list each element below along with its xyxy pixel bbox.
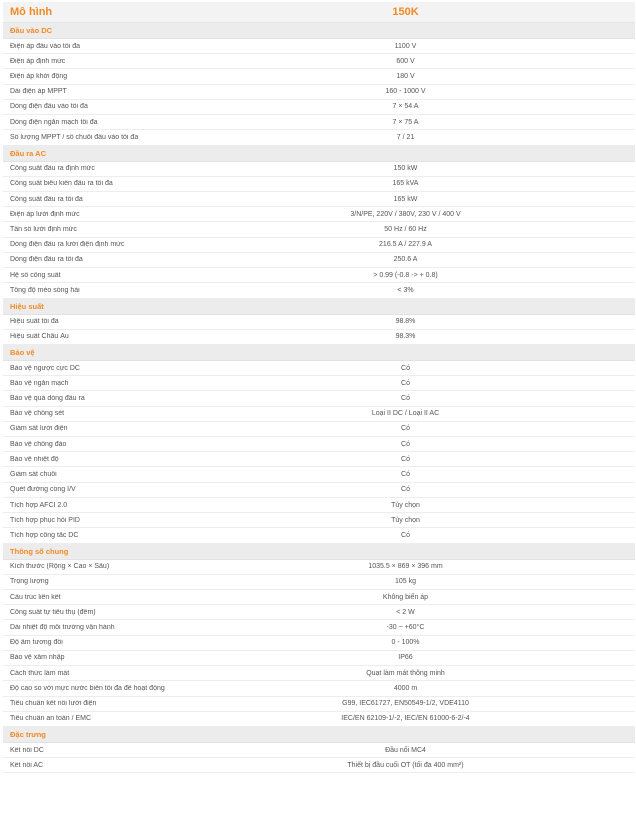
spec-value: Quạt làm mát thông minh [366, 669, 445, 677]
table-row [3, 697, 635, 712]
section-title: Đầu vào DC [3, 23, 635, 39]
spec-label: Hiệu suất Châu Âu [10, 333, 69, 341]
spec-value: Có [401, 440, 410, 448]
table-row [3, 590, 635, 605]
spec-value: Không biến áp [382, 593, 429, 601]
spec-label: Kết nối DC [10, 746, 44, 754]
spec-value: 165 kVA [392, 180, 419, 188]
table-row [3, 636, 635, 651]
spec-label: Điện áp định mức [10, 57, 66, 65]
spec-value: 50 Hz / 60 Hz [384, 226, 427, 234]
table-row [3, 69, 635, 84]
spec-value: Loại II DC / Loại II AC [371, 410, 440, 418]
section-title: Thông số chung [3, 544, 635, 560]
spec-label: Công suất đầu ra định mức [10, 165, 95, 173]
table-row [3, 513, 635, 528]
spec-label: Số lượng MPPT / số chuỗi đầu vào tối đa [10, 133, 139, 141]
table-row [3, 253, 635, 268]
spec-value: Có [401, 471, 410, 479]
spec-value: < 3% [397, 286, 414, 294]
spec-value: 105 kg [394, 578, 417, 586]
spec-value: Tùy chọn [391, 501, 420, 509]
spec-value: 98.3% [395, 333, 416, 341]
table-row [3, 407, 635, 422]
spec-label: Giám sát chuỗi [10, 471, 57, 479]
model-label: Mô hình [10, 6, 53, 18]
spec-value: 0 - 100% [391, 639, 420, 647]
spec-value: 250.6 A [393, 256, 418, 264]
spec-label: Cách thức làm mát [10, 669, 70, 677]
spec-value: 3/N/PE, 220V / 380V, 230 V / 400 V [350, 210, 461, 218]
table-row [3, 283, 635, 298]
spec-sections [3, 23, 635, 773]
table-row [3, 422, 635, 437]
table-row [3, 207, 635, 222]
table-row [3, 483, 635, 498]
spec-value: IP66 [398, 654, 413, 662]
table-row [3, 39, 635, 54]
table-row [3, 560, 635, 575]
spec-value: 98.8% [395, 318, 416, 326]
spec-label: Bảo vệ ngắn mạch [10, 379, 69, 387]
spec-value: 7 / 21 [396, 133, 415, 141]
spec-value: > 0.99 (-0.8 -> + 0.8) [373, 271, 438, 279]
table-row [3, 712, 635, 727]
spec-value: 150 kW [393, 165, 418, 173]
spec-label: Độ cao so với mực nước biển tối đa để hoạt động [10, 684, 165, 692]
spec-value: Có [401, 455, 410, 463]
spec-label: Dải điện áp MPPT [10, 88, 67, 96]
table-row [3, 620, 635, 635]
table-row [3, 192, 635, 207]
spec-label: Dòng điện ngắn mạch tối đa [10, 118, 98, 126]
spec-label: Dòng điện đầu ra tối đa [10, 256, 83, 264]
table-row [3, 666, 635, 681]
table-row [3, 238, 635, 253]
spec-label: Công suất biểu kiến đầu ra tối đa [10, 180, 113, 188]
spec-label: Công suất tự tiêu thụ (đêm) [10, 608, 96, 616]
spec-label: Giám sát lưới điện [10, 425, 68, 433]
spec-value: Có [401, 531, 410, 539]
spec-value: Thiết bị đầu cuối OT (tối đa 400 mm²) [347, 761, 464, 769]
table-row [3, 85, 635, 100]
table-row [3, 222, 635, 237]
spec-label: Tích hợp công tắc DC [10, 531, 79, 539]
table-row [3, 100, 635, 115]
spec-table [3, 2, 635, 773]
spec-label: Tích hợp AFCI 2.0 [10, 501, 68, 509]
table-row [3, 575, 635, 590]
section-title: Đặc trưng [3, 727, 635, 743]
table-row [3, 758, 635, 773]
spec-label: Tích hợp phục hồi PID [10, 516, 80, 524]
table-row [3, 605, 635, 620]
table-row [3, 268, 635, 283]
table-header-row [3, 2, 635, 23]
spec-value: IEC/EN 62109-1/-2, IEC/EN 61000-6-2/-4 [341, 715, 470, 723]
spec-value: 1035.5 × 869 × 396 mm [368, 563, 443, 571]
spec-label: Điện áp khởi động [10, 73, 68, 81]
model-value: 150K [392, 6, 419, 18]
spec-label: Bảo vệ ngược cực DC [10, 364, 80, 372]
spec-value: Có [401, 486, 410, 494]
spec-label: Dải nhiệt độ môi trường vận hành [10, 624, 115, 632]
table-row [3, 651, 635, 666]
table-row [3, 330, 635, 345]
spec-label: Trọng lượng [10, 578, 49, 586]
spec-label: Bảo vệ xâm nhập [10, 654, 65, 662]
spec-value: Có [401, 379, 410, 387]
spec-label: Tần số lưới định mức [10, 226, 77, 234]
spec-label: Quét đường cong I/V [10, 486, 76, 494]
table-row [3, 54, 635, 69]
spec-value: 4000 m [393, 684, 418, 692]
spec-label: Dòng điện đầu vào tối đa [10, 103, 88, 111]
table-row [3, 681, 635, 696]
table-row [3, 315, 635, 330]
table-row [3, 130, 635, 145]
table-row [3, 467, 635, 482]
spec-label: Bảo vệ chống sét [10, 410, 65, 418]
table-row [3, 498, 635, 513]
spec-value: 600 V [396, 57, 415, 65]
table-row [3, 376, 635, 391]
spec-label: Hiệu suất tối đa [10, 318, 59, 326]
section-title: Bảo vệ [3, 345, 635, 361]
spec-label: Bảo vệ chống đảo [10, 440, 67, 448]
spec-value: 180 V [396, 73, 415, 81]
spec-value: 216.5 A / 227.9 A [379, 241, 432, 249]
spec-value: Có [401, 364, 410, 372]
spec-label: Tổng độ méo sóng hài [10, 286, 80, 294]
table-row [3, 361, 635, 376]
spec-label: Cấu trúc liên kết [10, 593, 61, 601]
table-row [3, 528, 635, 543]
spec-value: G99, IEC61727, EN50549-1/2, VDE4110 [342, 700, 469, 708]
spec-label: Bảo vệ quá dòng đầu ra [10, 394, 85, 402]
table-row [3, 452, 635, 467]
spec-value: 1100 V [394, 42, 417, 50]
table-row [3, 177, 635, 192]
spec-label: Độ ẩm tương đối [10, 639, 63, 647]
spec-value: -30 ~ +60°C [386, 624, 425, 632]
table-row [3, 162, 635, 177]
spec-label: Công suất đầu ra tối đa [10, 195, 83, 203]
table-row [3, 391, 635, 406]
spec-label: Kích thước (Rộng × Cao × Sâu) [10, 563, 110, 571]
spec-value: 160 - 1000 V [385, 88, 426, 96]
spec-label: Điện áp lưới định mức [10, 210, 80, 218]
spec-value: 7 × 54 A [392, 103, 419, 111]
spec-label: Tiêu chuẩn kết nối lưới điện [10, 700, 97, 708]
spec-value: Đầu nối MC4 [385, 746, 426, 754]
spec-value: < 2 W [396, 608, 415, 616]
section-title: Đầu ra AC [3, 146, 635, 162]
spec-value: Có [401, 394, 410, 402]
section-title: Hiệu suất [3, 299, 635, 315]
spec-value: 165 kW [393, 195, 418, 203]
table-row [3, 115, 635, 130]
spec-label: Điện áp đầu vào tối đa [10, 42, 81, 50]
table-row [3, 743, 635, 758]
spec-value: Có [401, 425, 410, 433]
table-row [3, 437, 635, 452]
spec-label: Hệ số công suất [10, 271, 61, 279]
spec-label: Kết nối AC [10, 761, 44, 769]
spec-label: Dòng điện đầu ra lưới điện định mức [10, 241, 125, 249]
spec-label: Tiêu chuẩn an toàn / EMC [10, 715, 92, 723]
spec-value: 7 × 75 A [392, 118, 419, 126]
spec-label: Bảo vệ nhiệt độ [10, 455, 59, 463]
spec-value: Tùy chọn [391, 516, 420, 524]
